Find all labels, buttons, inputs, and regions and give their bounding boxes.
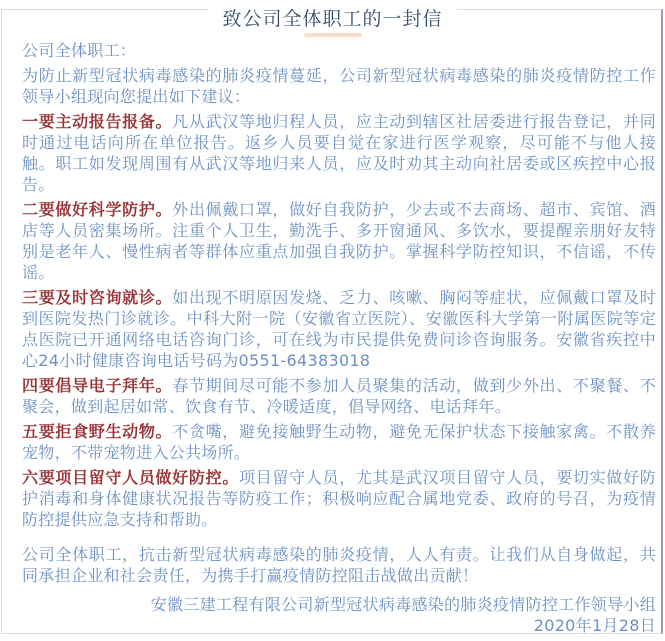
notice-paragraph	[22, 467, 656, 530]
paragraph-text: 春节期间尽可能不参加人员聚集的活动，做到少外出、不聚餐、不聚会，做到起居如常、饮食有节、冷暖适度，倡导网络、电话拜年。	[22, 376, 656, 416]
notice-paragraph	[22, 421, 656, 463]
date-line: 2020年1月28日	[533, 616, 656, 635]
paragraph-text: 不贪嘴，避免接触野生动物，避免无保护状态下接触家禽。不散养宠物，不带宠物进入公共场所。	[22, 422, 656, 462]
paragraph-lead: 四要倡导电子拜年。	[22, 376, 173, 395]
paragraph-lead: 一要主动报告报备。	[22, 112, 173, 131]
notice-paragraph	[22, 375, 656, 417]
page-title: 致公司全体职工的一封信	[208, 7, 456, 32]
notice-paragraph	[22, 287, 656, 371]
notice-paragraph	[22, 199, 656, 283]
intro-paragraph: 为防止新型冠状病毒感染的肺炎疫情蔓延，公司新型冠状病毒感染的肺炎疫情防控工作领导小组现向您提出如下建议：	[22, 66, 656, 106]
paragraph-text: 外出佩戴口罩，做好自我防护，少去或不去商场、超市、宾馆、酒店等人员密集场所。注重个人卫生，勤洗手、多开窗通风、多饮水，要提醒亲朋好友特别是老年人、慢性病者等群体应重点加强自我防护。掌握科学防控知识，不信谣，不传谣。	[22, 200, 656, 282]
paragraph-lead: 六要项目留守人员做好防控。	[22, 468, 240, 487]
paragraph-lead: 三要及时咨询就诊。	[22, 288, 173, 307]
salutation-line: 公司全体职工：	[22, 41, 137, 60]
notice-paragraphs	[22, 111, 656, 530]
paragraph-text: 凡从武汉等地归程人员，应主动到辖区社居委进行报告登记，并同时通过电话向所在单位报告。返乡人员要自觉在家进行医学观察，尽可能不与他人接触。职工如发现周围有从武汉等地归来人员，应及时劝其主动向社居委或区疾控中心报告。	[22, 112, 656, 194]
paragraph-text: 如出现不明原因发烧、乏力、咳嗽、胸闷等症状，应佩戴口罩及时到医院发热门诊就诊。中科大附一院（安徽省立医院）、安徽医科大学第一附属医院等定点医院已开通网络电话咨询门诊，可在线为市民提供免费问诊咨询服务。安徽省疾控中心24小时健康咨询电话号码为0551-64383018	[22, 288, 656, 370]
title-underline-divider	[304, 33, 361, 37]
notice-paragraph	[22, 111, 656, 195]
closing-paragraph: 公司全体职工，抗击新型冠状病毒感染的肺炎疫情，人人有责。让我们从自身做起，共同承担企业和社会责任，为携手打赢疫情防控阻击战做出贡献！	[22, 545, 656, 585]
paragraph-lead: 二要做好科学防护。	[22, 200, 173, 219]
signature-line: 安徽三建工程有限公司新型冠状病毒感染的肺炎疫情防控工作领导小组	[150, 595, 656, 614]
paragraph-text: 项目留守人员，尤其是武汉项目留守人员，要切实做好防护消毒和身体健康状况报告等防疫工作；积极响应配合属地党委、政府的号召，为疫情防控提供应急支持和帮助。	[22, 468, 656, 529]
letter-body	[22, 40, 656, 636]
paragraph-lead: 五要拒食野生动物。	[22, 422, 173, 441]
